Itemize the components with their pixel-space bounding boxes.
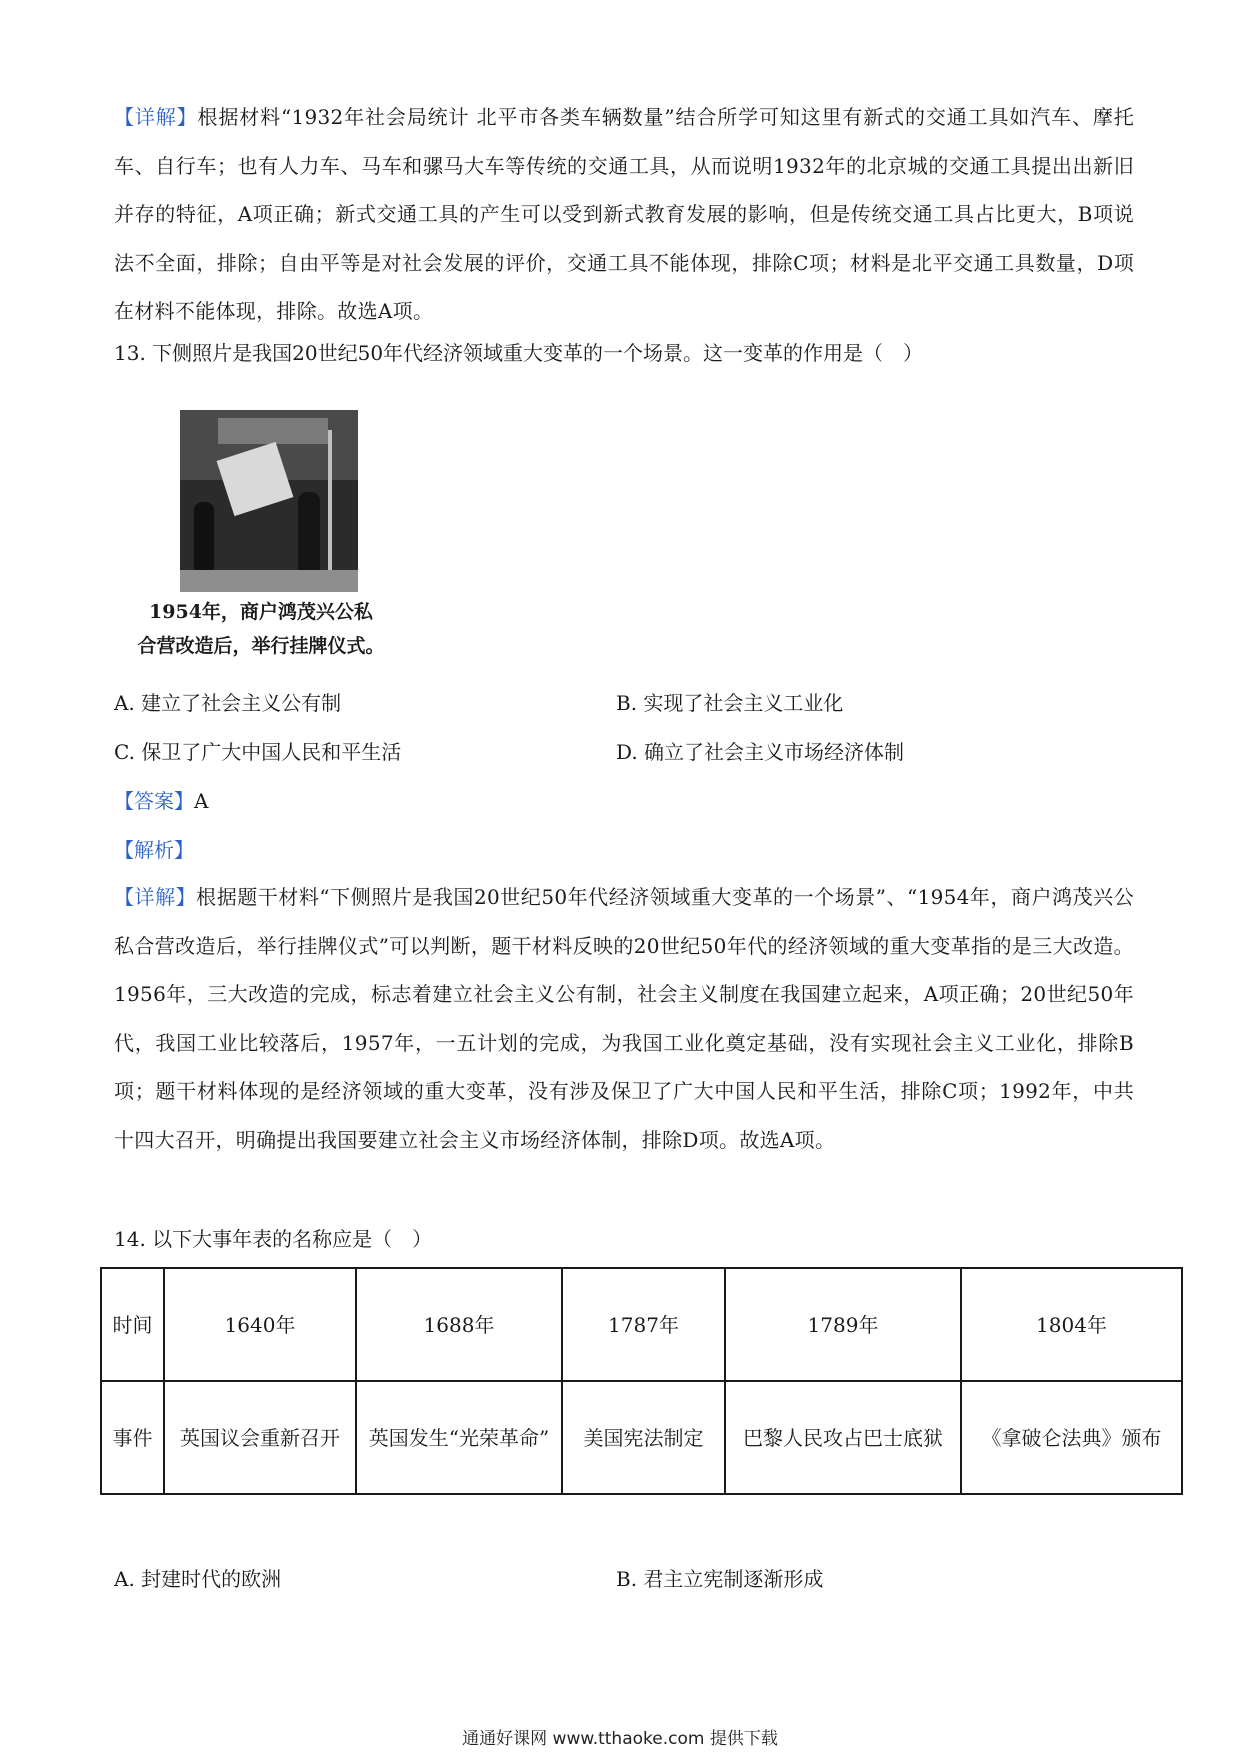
historical-photo: [180, 410, 358, 592]
row-header-time: 时间: [101, 1268, 164, 1381]
answer-value: A: [194, 789, 209, 813]
q13-analysis-tag: 【解析】: [114, 838, 194, 862]
q13-answer: [114, 787, 208, 815]
table-cell-event: 《拿破仑法典》颁布: [961, 1381, 1182, 1494]
detail-tag: 【详解】: [114, 105, 198, 129]
table-cell-year: 1640年: [164, 1268, 356, 1381]
detail-tag: 【详解】: [114, 885, 197, 909]
q12-detail: [114, 93, 1134, 336]
detail-text: 根据题干材料“下侧照片是我国20世纪50年代经济领域重大变革的一个场景”、“1954年，商户鸿茂兴公私合营改造后，举行挂牌仪式”可以判断，题干材料反映的20世纪50年代的经济领域的重大变革指的是三大改造。1956年，三大改造的完成，标志着建立社会主义公有制，社会主义制度在我国建立起来，A项正确；20世纪50年代，我国工业比较落后，1957年，一五计划的完成，为我国工业化奠定基础，没有实现社会主义工业化，排除B项；题干材料体现的是经济领域的重大变革，没有涉及保卫了广大中国人民和平生活，排除C项；1992年，中共十四大召开，明确提出我国要建立社会主义市场经济体制，排除D项。故选A项。: [114, 885, 1134, 1152]
table-cell-year: 1804年: [961, 1268, 1182, 1381]
q13-stem: 13. 下侧照片是我国20世纪50年代经济领域重大变革的一个场景。这一变革的作用是（ ）: [114, 341, 924, 365]
q14-option-b: B. 君主立宪制逐渐形成: [616, 1567, 824, 1591]
table-cell-year: 1787年: [562, 1268, 725, 1381]
q14-stem: 14. 以下大事年表的名称应是（ ）: [114, 1227, 433, 1251]
q13-option-a: A. 建立了社会主义公有制: [114, 691, 342, 715]
page-footer: 通通好课网 www.tthaoke.com 提供下载: [462, 1729, 778, 1749]
q13-detail: [114, 873, 1134, 1164]
table-cell-year: 1789年: [725, 1268, 961, 1381]
row-header-event: 事件: [101, 1381, 164, 1494]
photo-shop-sign: [218, 418, 328, 444]
q13-option-c: C. 保卫了广大中国人民和平生活: [114, 740, 402, 764]
q13-option-d: D. 确立了社会主义市场经济体制: [616, 740, 905, 764]
photo-caption-line-2: 合营改造后，举行挂牌仪式。: [137, 635, 385, 657]
answer-tag: 【答案】: [114, 789, 194, 813]
table-row-time: [101, 1268, 1182, 1381]
q14-option-a: A. 封建时代的欧洲: [114, 1567, 282, 1591]
table-cell-event: 美国宪法制定: [562, 1381, 725, 1494]
events-table: [100, 1267, 1183, 1495]
photo-caption-line-1: 1954年，商户鸿茂兴公私: [149, 601, 373, 623]
table-row-event: [101, 1381, 1182, 1494]
detail-text: 根据材料“1932年社会局统计 北平市各类车辆数量”结合所学可知这里有新式的交通工具如汽车、摩托车、自行车；也有人力车、马车和骡马大车等传统的交通工具，从而说明1932年的北京城的交通工具提出出新旧并存的特征，A项正确；新式交通工具的产生可以受到新式教育发展的影响，但是传统交通工具占比更大，B项说法不全面，排除；自由平等是对社会发展的评价，交通工具不能体现，排除C项；材料是北平交通工具数量，D项在材料不能体现，排除。故选A项。: [114, 105, 1135, 323]
table-cell-event: 英国发生“光荣革命”: [356, 1381, 562, 1494]
q13-option-b: B. 实现了社会主义工业化: [616, 691, 844, 715]
photo-pole: [328, 430, 332, 590]
table-cell-year: 1688年: [356, 1268, 562, 1381]
table-cell-event: 巴黎人民攻占巴士底狱: [725, 1381, 961, 1494]
photo-ground: [180, 570, 358, 592]
table-cell-event: 英国议会重新召开: [164, 1381, 356, 1494]
